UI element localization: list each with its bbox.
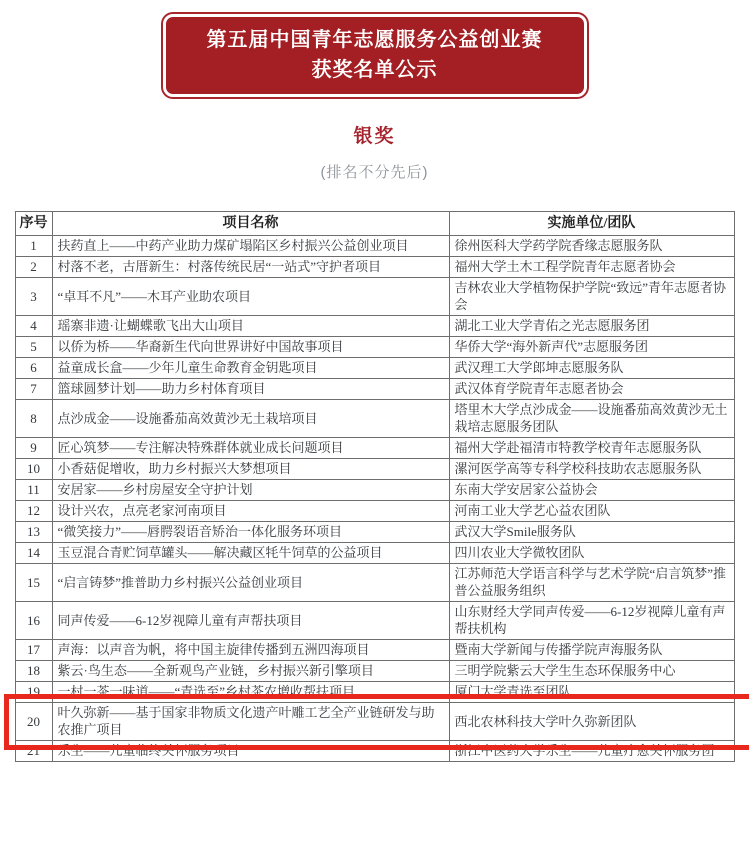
unit-name: 华侨大学“海外新声代”志愿服务团 xyxy=(449,337,734,358)
unit-name: 徐州医科大学药学院香缘志愿服务队 xyxy=(449,236,734,257)
table-header xyxy=(15,212,734,236)
row-number: 18 xyxy=(15,661,52,682)
row-number: 19 xyxy=(15,682,52,703)
table-row-1 xyxy=(15,236,734,257)
row-number: 15 xyxy=(15,564,52,602)
unit-name: 福州大学赴福清市特教学校青年志愿服务队 xyxy=(449,438,734,459)
unit-name: 福州大学土木工程学院青年志愿者协会 xyxy=(449,257,734,278)
unit-name: 四川农业大学微牧团队 xyxy=(449,543,734,564)
row-number: 20 xyxy=(15,703,52,741)
row-number: 12 xyxy=(15,501,52,522)
unit-name: 吉林农业大学植物保护学院“致远”青年志愿者协会 xyxy=(449,278,734,316)
table-row-17 xyxy=(15,640,734,661)
project-name: “微笑接力”——唇腭裂语音矫治一体化服务环项目 xyxy=(52,522,449,543)
project-name: 扶药直上——中药产业助力煤矿塌陷区乡村振兴公益创业项目 xyxy=(52,236,449,257)
project-name: 点沙成金——设施番茄高效黄沙无土栽培项目 xyxy=(52,400,449,438)
row-number: 13 xyxy=(15,522,52,543)
project-name: 玉豆混合青贮饲草罐头——解决藏区牦牛饲草的公益项目 xyxy=(52,543,449,564)
project-name: 篮球圆梦计划——助力乡村体育项目 xyxy=(52,379,449,400)
row-number: 7 xyxy=(15,379,52,400)
project-name: 村落不老，古厝新生：村落传统民居“一站式”守护者项目 xyxy=(52,257,449,278)
table-row-18 xyxy=(15,661,734,682)
unit-name: 河南工业大学艺心益农团队 xyxy=(449,501,734,522)
table-row-10 xyxy=(15,459,734,480)
table-header-row xyxy=(15,212,734,236)
table-row-6 xyxy=(15,358,734,379)
table-row-16 xyxy=(15,602,734,640)
table-row-9 xyxy=(15,438,734,459)
column-header-project: 项目名称 xyxy=(52,212,449,236)
unit-name: 东南大学安居家公益协会 xyxy=(449,480,734,501)
project-name: 瑶寨非遗·让蝴蝶歌飞出大山项目 xyxy=(52,316,449,337)
row-number: 21 xyxy=(15,741,52,762)
project-name: 益童成长盒——少年儿童生命教育金钥匙项目 xyxy=(52,358,449,379)
table-row-5 xyxy=(15,337,734,358)
table-row-12 xyxy=(15,501,734,522)
unit-name: 塔里木大学点沙成金——设施番茄高效黄沙无土栽培志愿服务团队 xyxy=(449,400,734,438)
project-name: 小香菇促增收，助力乡村振兴大梦想项目 xyxy=(52,459,449,480)
title-banner xyxy=(163,14,587,97)
unit-name: 武汉大学Smile服务队 xyxy=(449,522,734,543)
unit-name: 漯河医学高等专科学校科技助农志愿服务队 xyxy=(449,459,734,480)
table-row-21 xyxy=(15,741,734,762)
project-name: 设计兴农，点亮老家河南项目 xyxy=(52,501,449,522)
project-name: 同声传爱——6-12岁视障儿童有声帮扶项目 xyxy=(52,602,449,640)
banner-title-line2: 获奖名单公示 xyxy=(311,59,438,81)
row-number: 17 xyxy=(15,640,52,661)
table-body xyxy=(15,236,734,762)
award-section-title: 银奖 xyxy=(353,126,396,147)
unit-name: 山东财经大学同声传爱——6-12岁视障儿童有声帮扶机构 xyxy=(449,602,734,640)
project-name: 紫云·鸟生态——全新观鸟产业链，乡村振兴新引擎项目 xyxy=(52,661,449,682)
table-row-15 xyxy=(15,564,734,602)
unit-name: 浙江中医药大学乐生——儿童疗愈关怀服务团 xyxy=(449,741,734,762)
table-row-7 xyxy=(15,379,734,400)
table-row-11 xyxy=(15,480,734,501)
row-number: 10 xyxy=(15,459,52,480)
unit-name: 三明学院紫云大学生生态环保服务中心 xyxy=(449,661,734,682)
row-number: 2 xyxy=(15,257,52,278)
unit-name: 武汉体育学院青年志愿者协会 xyxy=(449,379,734,400)
row-number: 1 xyxy=(15,236,52,257)
unit-name: 西北农林科技大学叶久弥新团队 xyxy=(449,703,734,741)
project-name: 声海：以声音为帆，将中国主旋律传播到五洲四海项目 xyxy=(52,640,449,661)
unit-name: 江苏师范大学语言科学与艺术学院“启言筑梦”推普公益服务组织 xyxy=(449,564,734,602)
row-number: 6 xyxy=(15,358,52,379)
column-header-unit: 实施单位/团队 xyxy=(449,212,734,236)
row-number: 3 xyxy=(15,278,52,316)
table-row-20 xyxy=(15,703,734,741)
project-name: “启言铸梦”推普助力乡村振兴公益创业项目 xyxy=(52,564,449,602)
table-row-14 xyxy=(15,543,734,564)
project-name: 叶久弥新——基于国家非物质文化遗产叶雕工艺全产业链研发与助农推广项目 xyxy=(52,703,449,741)
unit-name: 湖北工业大学青佑之光志愿服务团 xyxy=(449,316,734,337)
column-header-no: 序号 xyxy=(15,212,52,236)
table-row-4 xyxy=(15,316,734,337)
row-number: 8 xyxy=(15,400,52,438)
rank-note: (排名不分先后) xyxy=(320,164,429,181)
project-name: 以侨为桥——华裔新生代向世界讲好中国故事项目 xyxy=(52,337,449,358)
table-row-8 xyxy=(15,400,734,438)
row-number: 11 xyxy=(15,480,52,501)
row-number: 16 xyxy=(15,602,52,640)
project-name: 匠心筑梦——专注解决特殊群体就业成长问题项目 xyxy=(52,438,449,459)
project-name: 一村一茶一味道——“青选至”乡村茶农增收帮扶项目 xyxy=(52,682,449,703)
table-row-3 xyxy=(15,278,734,316)
table-row-2 xyxy=(15,257,734,278)
row-number: 14 xyxy=(15,543,52,564)
row-number: 4 xyxy=(15,316,52,337)
awards-table xyxy=(15,211,735,762)
unit-name: 暨南大学新闻与传播学院声海服务队 xyxy=(449,640,734,661)
project-name: 安居家——乡村房屋安全守护计划 xyxy=(52,480,449,501)
project-name: 乐生——儿童临终关怀服务项目 xyxy=(52,741,449,762)
table-row-19 xyxy=(15,682,734,703)
project-name: “卓耳不凡”——木耳产业助农项目 xyxy=(52,278,449,316)
banner-title-line1: 第五届中国青年志愿服务公益创业赛 xyxy=(206,29,543,51)
table-row-13 xyxy=(15,522,734,543)
row-number: 9 xyxy=(15,438,52,459)
unit-name: 厦门大学青选至团队 xyxy=(449,682,734,703)
unit-name: 武汉理工大学郎坤志愿服务队 xyxy=(449,358,734,379)
row-number: 5 xyxy=(15,337,52,358)
